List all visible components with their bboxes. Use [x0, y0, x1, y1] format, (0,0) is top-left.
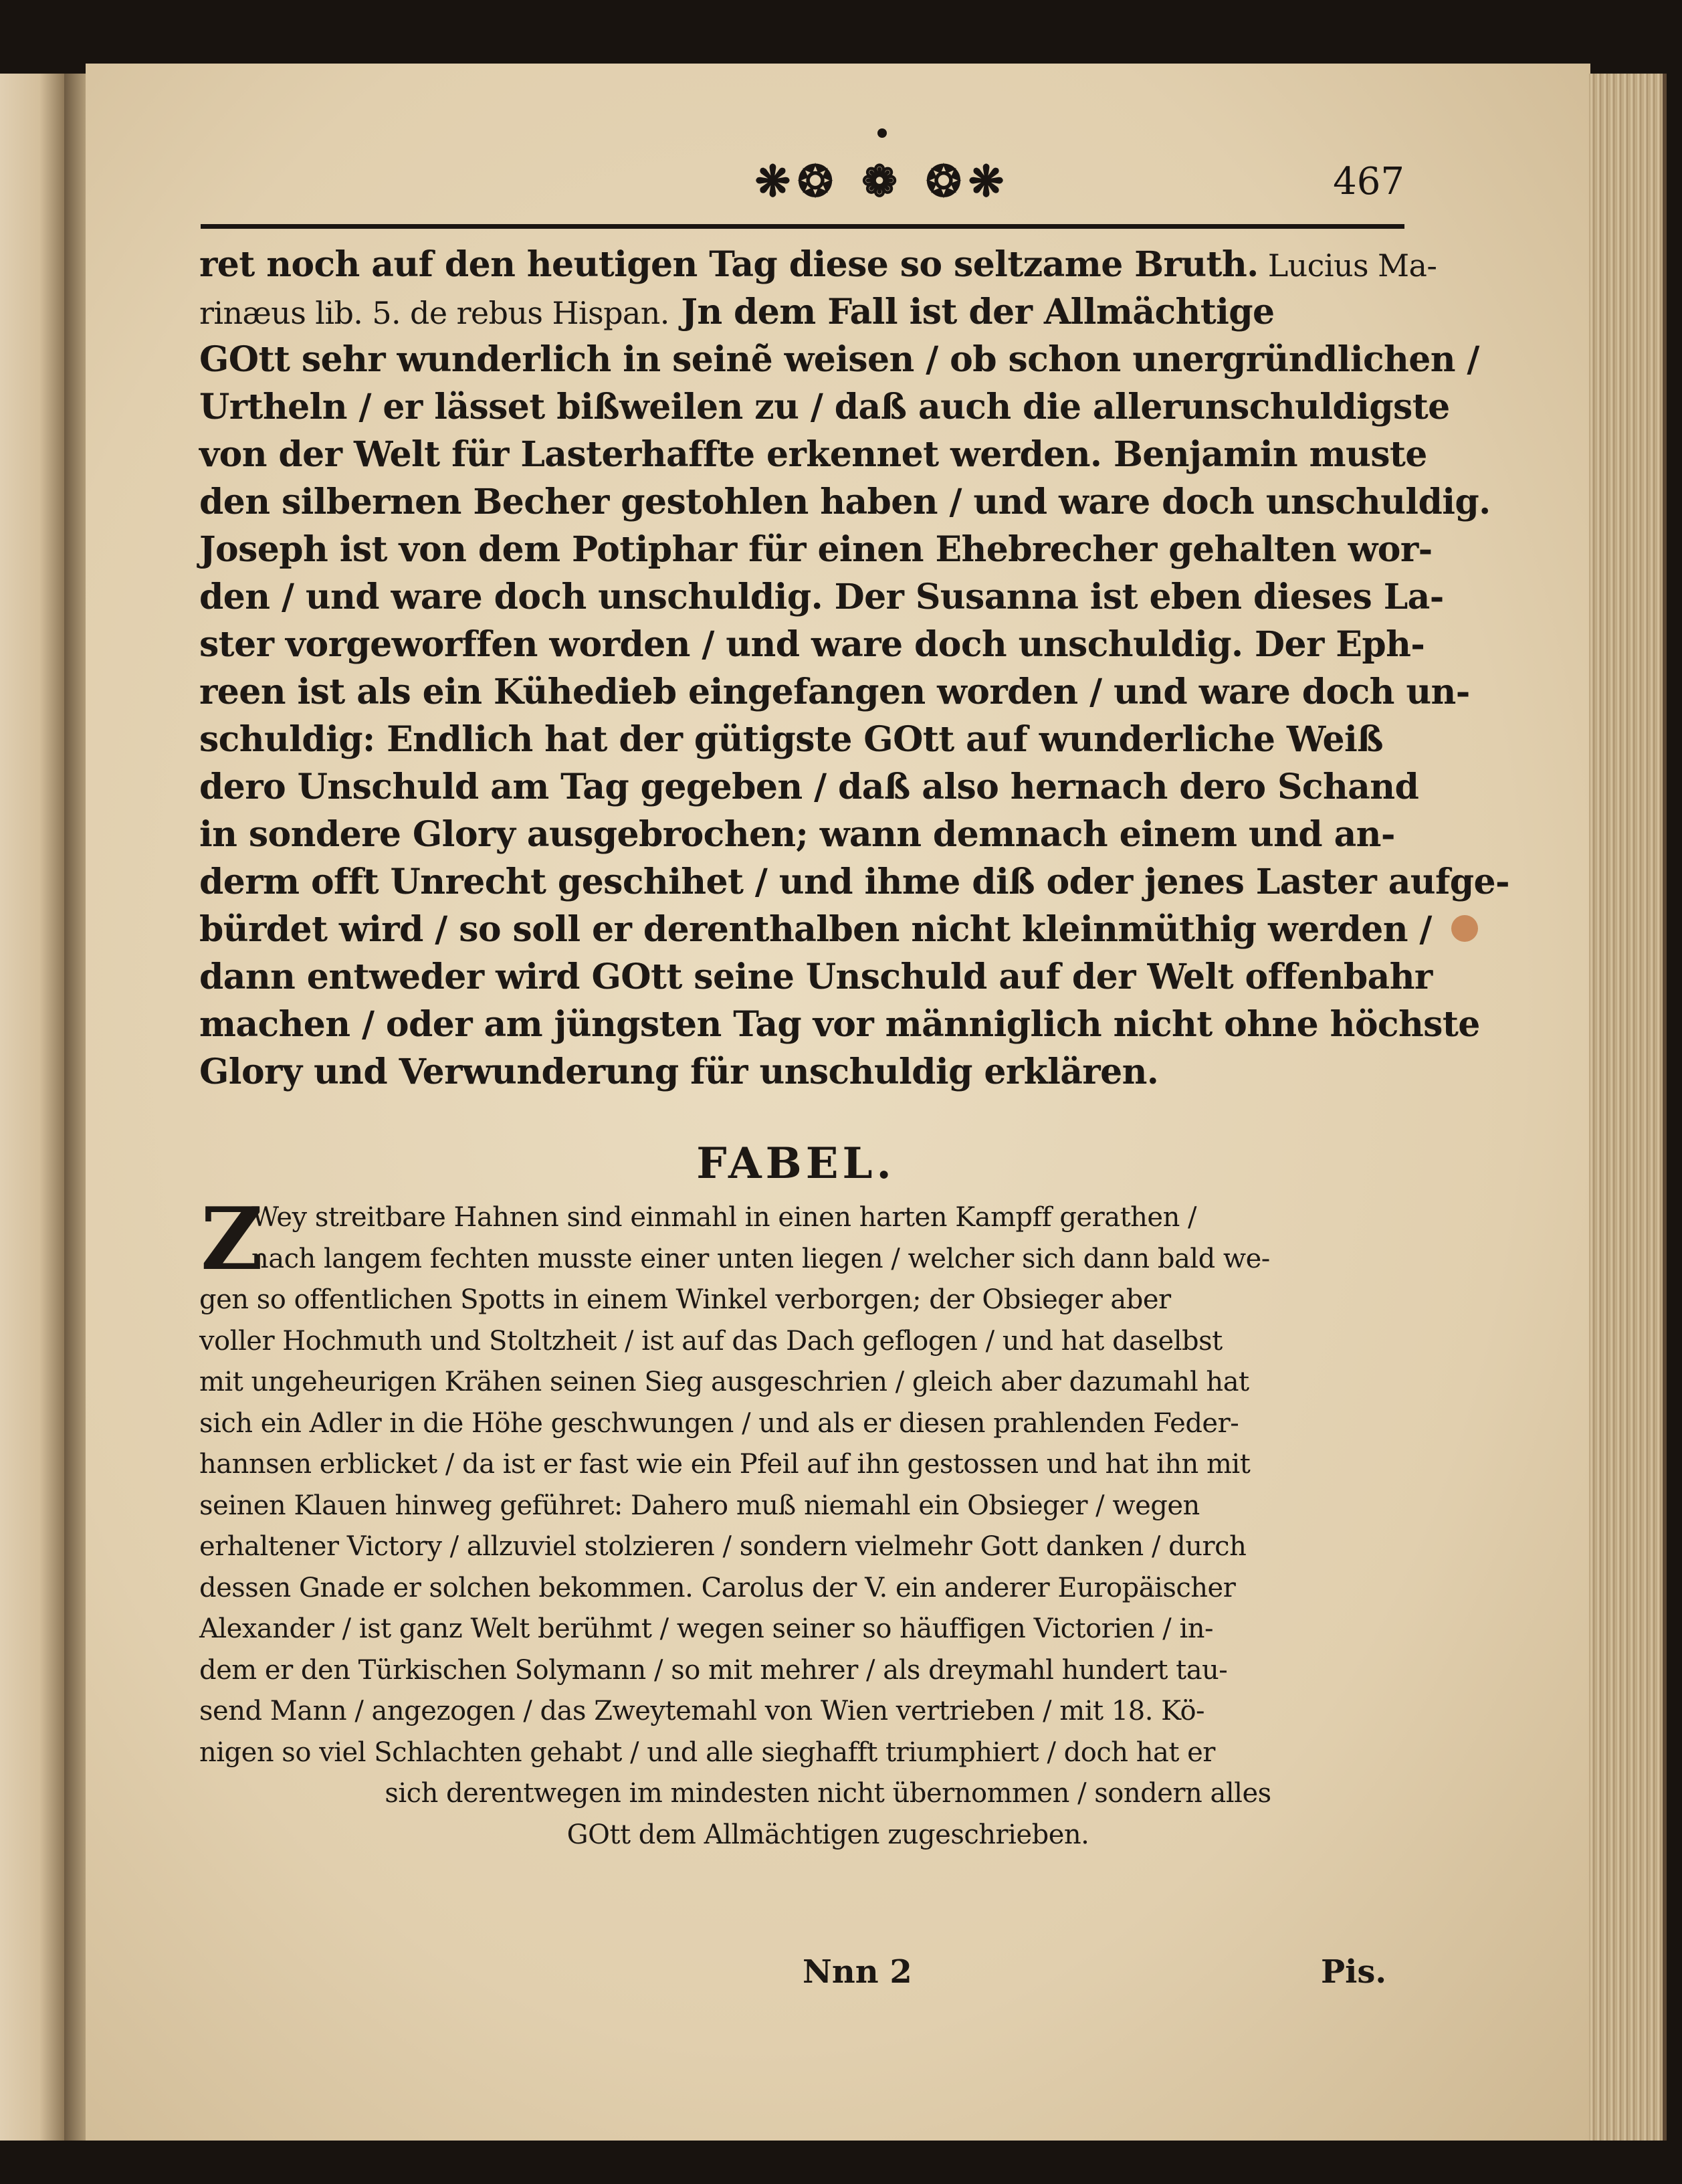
text-line	[199, 1001, 1480, 1048]
line-text: reen ist als ein Kühedieb eingefangen worden / und ware doch un-	[199, 672, 1470, 712]
text-line	[199, 478, 1491, 526]
text-line	[199, 858, 1509, 906]
fabel-line: erhaltener Victory / allzuviel stolzieren / sondern vielmehr Gott danken / durch	[199, 1531, 1247, 1562]
fabel-line: mit ungeheurigen Krähen seinen Sieg ausgeschrien / gleich aber dazumahl hat	[199, 1367, 1249, 1397]
text-line	[199, 668, 1470, 716]
fabel-line: sich ein Adler in die Höhe geschwungen / und als er diesen prahlenden Feder-	[199, 1407, 1239, 1439]
fabel-line: gen so offentlichen Spotts in einem Winkel verborgen; der Obsieger aber	[199, 1284, 1171, 1315]
text-line	[199, 811, 1403, 858]
latin-citation: rinæus lib. 5. de rebus Hispan.	[199, 295, 669, 331]
header-ornament: ❋❂ ❁ ❂❋	[754, 157, 1011, 207]
fabel-line: nach langem fechten musste einer unten liegen / welcher sich dann bald we-	[251, 1243, 1270, 1274]
line-text: GOtt sehr wunderlich in seinẽ weisen / ob schon unergründlichen /	[199, 339, 1479, 380]
text-line	[199, 288, 1403, 336]
fabel-line: sich derentwegen im mindesten nicht übernommen / sondern alles	[385, 1778, 1271, 1809]
line-text: Jn dem Fall ist der Allmächtige	[669, 292, 1275, 332]
header-rule	[201, 224, 1404, 229]
text-line	[199, 953, 1433, 1001]
line-text: derm offt Unrecht geschihet / und ihme diß oder jenes Laster aufge-	[199, 862, 1509, 902]
text-line	[199, 241, 1437, 288]
page-number: 467	[1333, 160, 1404, 203]
line-text: den / und ware doch unschuldig. Der Susanna ist eben dieses La-	[199, 577, 1444, 617]
text-line	[199, 621, 1425, 668]
text-line	[199, 336, 1479, 383]
line-text: den silbernen Becher gestohlen haben / und ware doch unschuldig.	[199, 482, 1491, 522]
line-text: von der Welt für Lasterhaffte erkennet werden. Benjamin muste	[199, 434, 1427, 475]
fabel-line: Wey streitbare Hahnen sind einmahl in einen harten Kampff gerathen /	[251, 1202, 1197, 1233]
text-line	[199, 573, 1444, 621]
text-line	[199, 383, 1450, 431]
line-text: ster vorgeworffen worden / und ware doch unschuldig. Der Eph-	[199, 624, 1425, 665]
book-gutter	[64, 74, 88, 2141]
signature-mark: Nnn 2	[803, 1953, 912, 1991]
fabel-line: hannsen erblicket / da ist er fast wie ein Pfeil auf ihn gestossen und hat ihn mit	[199, 1449, 1251, 1480]
facing-page-edge	[0, 74, 66, 2141]
line-text: Joseph ist von dem Potiphar für einen Ehebrecher gehalten wor-	[199, 529, 1433, 570]
catchword: Pis.	[1321, 1953, 1387, 1991]
line-text: schuldig: Endlich hat der gütigste GOtt auf wunderliche Weiß	[199, 719, 1384, 760]
fabel-line: dem er den Türkischen Solymann / so mit mehrer / als dreymahl hundert tau-	[199, 1654, 1228, 1686]
text-line	[199, 431, 1427, 478]
line-text: dann entweder wird GOtt seine Unschuld auf der Welt offenbahr	[199, 957, 1433, 997]
fabel-heading: FABEL.	[696, 1138, 896, 1189]
line-text: dero Unschuld am Tag gegeben / daß also hernach dero Schand	[199, 767, 1419, 807]
main-text-block	[199, 241, 1509, 1096]
text-line	[199, 906, 1432, 953]
text-line	[199, 526, 1433, 573]
fabel-text-block	[199, 1189, 1403, 1856]
page-fore-edge	[1589, 74, 1667, 2141]
text-line	[199, 1048, 1403, 1096]
line-text: in sondere Glory ausgebrochen; wann demnach einem und an-	[199, 814, 1395, 855]
header-dot	[877, 128, 887, 138]
paper-stain	[1451, 915, 1478, 942]
fabel-line: GOtt dem Allmächtigen zugeschrieben.	[566, 1819, 1089, 1850]
fabel-line: voller Hochmuth und Stoltzheit / ist auf das Dach geflogen / und hat daselbst	[199, 1325, 1223, 1357]
text-line	[199, 763, 1419, 811]
latin-citation: Lucius Ma-	[1258, 247, 1437, 284]
line-text: bürdet wird / so soll er derenthalben nicht kleinmüthig werden /	[199, 909, 1432, 950]
fabel-line: Alexander / ist ganz Welt berühmt / wegen seiner so häuffigen Victorien / in-	[199, 1613, 1214, 1644]
text-line	[199, 716, 1403, 763]
fabel-line: nigen so viel Schlachten gehabt / und alle sieghafft triumphiert / doch hat er	[199, 1736, 1215, 1768]
line-text: Glory und Verwunderung für unschuldig erklären.	[199, 1052, 1159, 1092]
fabel-line: seinen Klauen hinweg geführet: Dahero muß niemahl ein Obsieger / wegen	[199, 1490, 1200, 1521]
drop-capital: Z	[201, 1189, 264, 1290]
line-text: machen / oder am jüngsten Tag vor männiglich nicht ohne höchste	[199, 1004, 1480, 1045]
line-text: Urtheln / er lässet bißweilen zu / daß auch die allerunschuldigste	[199, 387, 1450, 427]
fabel-line: send Mann / angezogen / das Zweytemahl von Wien vertrieben / mit 18. Kö-	[199, 1696, 1205, 1726]
line-text: ret noch auf den heutigen Tag diese so seltzame Bruth.	[199, 244, 1259, 285]
fabel-line: dessen Gnade er solchen bekommen. Carolus der V. ein anderer Europäischer	[199, 1572, 1236, 1603]
running-header	[201, 155, 1404, 222]
